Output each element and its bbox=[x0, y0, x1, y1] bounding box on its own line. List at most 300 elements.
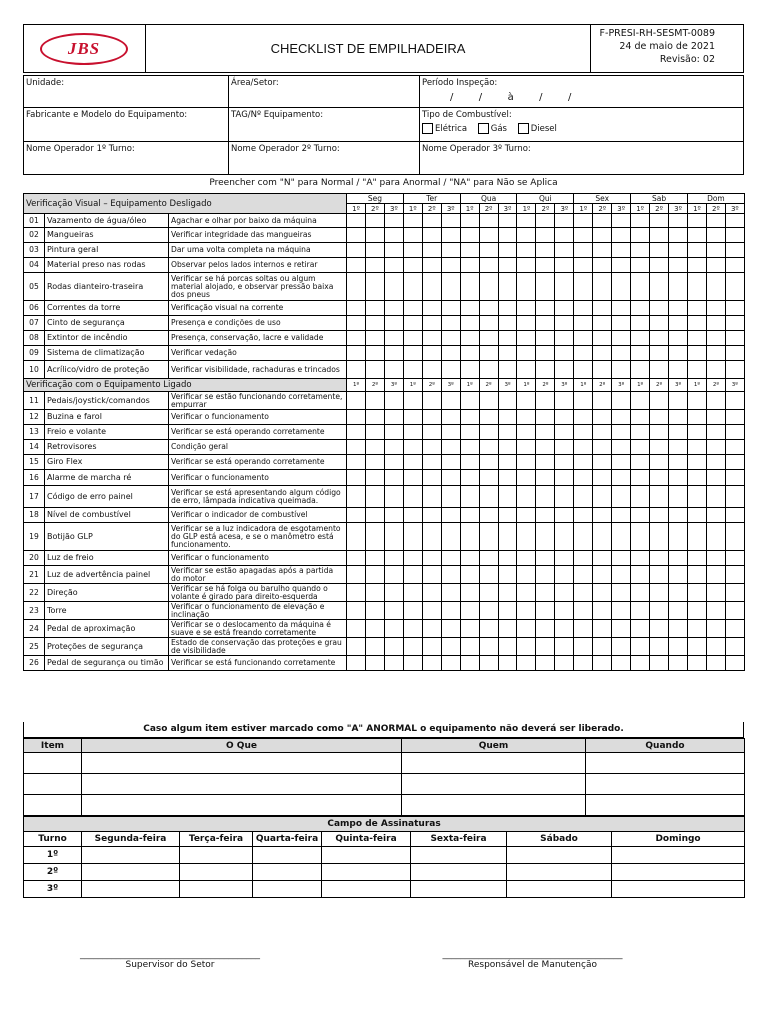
check-cell[interactable] bbox=[460, 331, 479, 346]
check-cell[interactable] bbox=[555, 440, 574, 455]
check-cell[interactable] bbox=[669, 602, 688, 620]
check-cell[interactable] bbox=[669, 523, 688, 551]
check-cell[interactable] bbox=[347, 301, 366, 316]
check-cell[interactable] bbox=[536, 214, 555, 228]
check-cell[interactable] bbox=[403, 410, 422, 425]
check-cell[interactable] bbox=[460, 361, 479, 379]
check-cell[interactable] bbox=[631, 425, 650, 440]
check-cell[interactable] bbox=[555, 316, 574, 331]
check-cell[interactable] bbox=[422, 228, 441, 243]
check-cell[interactable] bbox=[479, 470, 498, 486]
check-cell[interactable] bbox=[517, 392, 536, 410]
check-cell[interactable] bbox=[422, 508, 441, 523]
check-cell[interactable] bbox=[574, 602, 593, 620]
check-cell[interactable] bbox=[347, 228, 366, 243]
check-cell[interactable] bbox=[536, 392, 555, 410]
check-cell[interactable] bbox=[574, 301, 593, 316]
check-cell[interactable] bbox=[460, 410, 479, 425]
check-cell[interactable] bbox=[384, 243, 403, 258]
check-cell[interactable] bbox=[498, 656, 517, 671]
check-cell[interactable] bbox=[536, 602, 555, 620]
check-cell[interactable] bbox=[422, 455, 441, 470]
check-cell[interactable] bbox=[517, 470, 536, 486]
check-cell[interactable] bbox=[687, 392, 706, 410]
check-cell[interactable] bbox=[441, 214, 460, 228]
check-cell[interactable] bbox=[347, 273, 366, 301]
check-cell[interactable] bbox=[460, 566, 479, 584]
check-cell[interactable] bbox=[706, 301, 725, 316]
check-cell[interactable] bbox=[593, 243, 612, 258]
check-cell[interactable] bbox=[347, 392, 366, 410]
check-cell[interactable] bbox=[479, 486, 498, 508]
check-cell[interactable] bbox=[725, 214, 744, 228]
check-cell[interactable] bbox=[460, 301, 479, 316]
check-cell[interactable] bbox=[479, 425, 498, 440]
check-cell[interactable] bbox=[650, 410, 669, 425]
check-cell[interactable] bbox=[593, 258, 612, 273]
check-cell[interactable] bbox=[422, 361, 441, 379]
check-cell[interactable] bbox=[365, 523, 384, 551]
check-cell[interactable] bbox=[650, 346, 669, 361]
check-cell[interactable] bbox=[384, 425, 403, 440]
check-cell[interactable] bbox=[706, 273, 725, 301]
check-cell[interactable] bbox=[536, 316, 555, 331]
check-cell[interactable] bbox=[669, 392, 688, 410]
check-cell[interactable] bbox=[725, 228, 744, 243]
check-cell[interactable] bbox=[706, 410, 725, 425]
check-cell[interactable] bbox=[687, 228, 706, 243]
check-cell[interactable] bbox=[422, 410, 441, 425]
check-cell[interactable] bbox=[631, 551, 650, 566]
check-cell[interactable] bbox=[403, 361, 422, 379]
check-cell[interactable] bbox=[517, 486, 536, 508]
action-cell[interactable] bbox=[24, 774, 82, 795]
check-cell[interactable] bbox=[365, 656, 384, 671]
check-cell[interactable] bbox=[612, 551, 631, 566]
check-cell[interactable] bbox=[422, 551, 441, 566]
check-cell[interactable] bbox=[460, 602, 479, 620]
check-cell[interactable] bbox=[460, 620, 479, 638]
check-cell[interactable] bbox=[725, 346, 744, 361]
check-cell[interactable] bbox=[384, 551, 403, 566]
check-cell[interactable] bbox=[650, 425, 669, 440]
check-cell[interactable] bbox=[403, 602, 422, 620]
check-cell[interactable] bbox=[650, 584, 669, 602]
check-cell[interactable] bbox=[536, 410, 555, 425]
check-cell[interactable] bbox=[422, 258, 441, 273]
check-cell[interactable] bbox=[498, 440, 517, 455]
check-cell[interactable] bbox=[460, 392, 479, 410]
check-cell[interactable] bbox=[650, 392, 669, 410]
signature-cell[interactable] bbox=[322, 864, 411, 881]
check-cell[interactable] bbox=[384, 486, 403, 508]
check-cell[interactable] bbox=[574, 228, 593, 243]
check-cell[interactable] bbox=[574, 508, 593, 523]
check-cell[interactable] bbox=[725, 523, 744, 551]
check-cell[interactable] bbox=[441, 331, 460, 346]
check-cell[interactable] bbox=[384, 470, 403, 486]
check-cell[interactable] bbox=[536, 425, 555, 440]
check-cell[interactable] bbox=[593, 470, 612, 486]
check-cell[interactable] bbox=[347, 425, 366, 440]
check-cell[interactable] bbox=[687, 638, 706, 656]
check-cell[interactable] bbox=[687, 486, 706, 508]
check-cell[interactable] bbox=[706, 346, 725, 361]
check-cell[interactable] bbox=[479, 523, 498, 551]
check-cell[interactable] bbox=[422, 566, 441, 584]
check-cell[interactable] bbox=[612, 440, 631, 455]
check-cell[interactable] bbox=[365, 508, 384, 523]
check-cell[interactable] bbox=[517, 440, 536, 455]
check-cell[interactable] bbox=[669, 566, 688, 584]
check-cell[interactable] bbox=[422, 392, 441, 410]
check-cell[interactable] bbox=[460, 508, 479, 523]
check-cell[interactable] bbox=[669, 656, 688, 671]
check-cell[interactable] bbox=[706, 440, 725, 455]
check-cell[interactable] bbox=[650, 273, 669, 301]
check-cell[interactable] bbox=[650, 508, 669, 523]
check-cell[interactable] bbox=[631, 566, 650, 584]
check-cell[interactable] bbox=[403, 243, 422, 258]
check-cell[interactable] bbox=[555, 301, 574, 316]
check-cell[interactable] bbox=[593, 455, 612, 470]
check-cell[interactable] bbox=[631, 486, 650, 508]
check-cell[interactable] bbox=[706, 392, 725, 410]
check-cell[interactable] bbox=[536, 361, 555, 379]
check-cell[interactable] bbox=[460, 470, 479, 486]
check-cell[interactable] bbox=[365, 392, 384, 410]
signature-cell[interactable] bbox=[411, 864, 507, 881]
action-cell[interactable] bbox=[24, 795, 82, 816]
check-cell[interactable] bbox=[631, 620, 650, 638]
check-cell[interactable] bbox=[574, 316, 593, 331]
check-cell[interactable] bbox=[517, 602, 536, 620]
check-cell[interactable] bbox=[441, 602, 460, 620]
check-cell[interactable] bbox=[687, 470, 706, 486]
check-cell[interactable] bbox=[422, 638, 441, 656]
action-cell[interactable] bbox=[586, 774, 745, 795]
check-cell[interactable] bbox=[347, 316, 366, 331]
check-cell[interactable] bbox=[517, 273, 536, 301]
check-cell[interactable] bbox=[650, 301, 669, 316]
check-cell[interactable] bbox=[706, 361, 725, 379]
check-cell[interactable] bbox=[631, 258, 650, 273]
check-cell[interactable] bbox=[365, 301, 384, 316]
check-cell[interactable] bbox=[498, 214, 517, 228]
check-cell[interactable] bbox=[706, 316, 725, 331]
check-cell[interactable] bbox=[612, 258, 631, 273]
check-cell[interactable] bbox=[612, 301, 631, 316]
check-cell[interactable] bbox=[687, 346, 706, 361]
check-cell[interactable] bbox=[555, 486, 574, 508]
check-cell[interactable] bbox=[555, 584, 574, 602]
check-cell[interactable] bbox=[384, 566, 403, 584]
check-cell[interactable] bbox=[612, 566, 631, 584]
check-cell[interactable] bbox=[650, 638, 669, 656]
check-cell[interactable] bbox=[384, 440, 403, 455]
check-cell[interactable] bbox=[669, 228, 688, 243]
check-cell[interactable] bbox=[593, 214, 612, 228]
check-cell[interactable] bbox=[650, 486, 669, 508]
check-cell[interactable] bbox=[517, 523, 536, 551]
check-cell[interactable] bbox=[555, 410, 574, 425]
check-cell[interactable] bbox=[347, 361, 366, 379]
check-cell[interactable] bbox=[347, 584, 366, 602]
check-cell[interactable] bbox=[347, 331, 366, 346]
check-cell[interactable] bbox=[555, 551, 574, 566]
check-cell[interactable] bbox=[498, 425, 517, 440]
check-cell[interactable] bbox=[555, 258, 574, 273]
signature-cell[interactable] bbox=[411, 847, 507, 864]
check-cell[interactable] bbox=[687, 331, 706, 346]
check-cell[interactable] bbox=[403, 258, 422, 273]
check-cell[interactable] bbox=[384, 316, 403, 331]
check-cell[interactable] bbox=[498, 273, 517, 301]
check-cell[interactable] bbox=[479, 551, 498, 566]
check-cell[interactable] bbox=[725, 455, 744, 470]
check-cell[interactable] bbox=[574, 455, 593, 470]
check-cell[interactable] bbox=[498, 551, 517, 566]
area-field[interactable] bbox=[229, 76, 420, 108]
check-cell[interactable] bbox=[574, 656, 593, 671]
check-cell[interactable] bbox=[536, 486, 555, 508]
check-cell[interactable] bbox=[479, 508, 498, 523]
check-cell[interactable] bbox=[593, 656, 612, 671]
check-cell[interactable] bbox=[725, 361, 744, 379]
check-cell[interactable] bbox=[403, 273, 422, 301]
check-cell[interactable] bbox=[669, 316, 688, 331]
check-cell[interactable] bbox=[725, 440, 744, 455]
check-cell[interactable] bbox=[593, 602, 612, 620]
check-cell[interactable] bbox=[517, 214, 536, 228]
check-cell[interactable] bbox=[669, 331, 688, 346]
check-cell[interactable] bbox=[612, 638, 631, 656]
check-cell[interactable] bbox=[384, 602, 403, 620]
check-cell[interactable] bbox=[612, 273, 631, 301]
check-cell[interactable] bbox=[706, 566, 725, 584]
check-cell[interactable] bbox=[403, 486, 422, 508]
check-cell[interactable] bbox=[479, 361, 498, 379]
check-cell[interactable] bbox=[593, 331, 612, 346]
operador1-field[interactable] bbox=[24, 142, 229, 174]
check-cell[interactable] bbox=[479, 331, 498, 346]
check-cell[interactable] bbox=[687, 361, 706, 379]
check-cell[interactable] bbox=[725, 486, 744, 508]
check-cell[interactable] bbox=[441, 620, 460, 638]
check-cell[interactable] bbox=[347, 440, 366, 455]
eletrica-checkbox[interactable] bbox=[422, 123, 433, 134]
check-cell[interactable] bbox=[574, 566, 593, 584]
check-cell[interactable] bbox=[631, 584, 650, 602]
check-cell[interactable] bbox=[687, 620, 706, 638]
check-cell[interactable] bbox=[384, 361, 403, 379]
check-cell[interactable] bbox=[384, 410, 403, 425]
check-cell[interactable] bbox=[725, 638, 744, 656]
check-cell[interactable] bbox=[536, 523, 555, 551]
check-cell[interactable] bbox=[403, 620, 422, 638]
check-cell[interactable] bbox=[403, 523, 422, 551]
check-cell[interactable] bbox=[725, 508, 744, 523]
check-cell[interactable] bbox=[347, 551, 366, 566]
check-cell[interactable] bbox=[460, 656, 479, 671]
check-cell[interactable] bbox=[725, 656, 744, 671]
action-cell[interactable] bbox=[586, 753, 745, 774]
check-cell[interactable] bbox=[555, 523, 574, 551]
check-cell[interactable] bbox=[517, 361, 536, 379]
check-cell[interactable] bbox=[593, 620, 612, 638]
check-cell[interactable] bbox=[441, 470, 460, 486]
check-cell[interactable] bbox=[536, 346, 555, 361]
check-cell[interactable] bbox=[612, 620, 631, 638]
check-cell[interactable] bbox=[441, 273, 460, 301]
check-cell[interactable] bbox=[725, 243, 744, 258]
check-cell[interactable] bbox=[650, 258, 669, 273]
check-cell[interactable] bbox=[498, 566, 517, 584]
check-cell[interactable] bbox=[593, 410, 612, 425]
check-cell[interactable] bbox=[612, 228, 631, 243]
gas-checkbox[interactable] bbox=[478, 123, 489, 134]
check-cell[interactable] bbox=[555, 346, 574, 361]
check-cell[interactable] bbox=[631, 214, 650, 228]
check-cell[interactable] bbox=[574, 638, 593, 656]
action-cell[interactable] bbox=[82, 795, 402, 816]
check-cell[interactable] bbox=[403, 470, 422, 486]
check-cell[interactable] bbox=[555, 243, 574, 258]
check-cell[interactable] bbox=[593, 551, 612, 566]
check-cell[interactable] bbox=[441, 228, 460, 243]
check-cell[interactable] bbox=[725, 273, 744, 301]
check-cell[interactable] bbox=[441, 551, 460, 566]
check-cell[interactable] bbox=[422, 214, 441, 228]
check-cell[interactable] bbox=[650, 566, 669, 584]
check-cell[interactable] bbox=[725, 584, 744, 602]
check-cell[interactable] bbox=[706, 455, 725, 470]
check-cell[interactable] bbox=[441, 508, 460, 523]
check-cell[interactable] bbox=[460, 551, 479, 566]
check-cell[interactable] bbox=[669, 486, 688, 508]
check-cell[interactable] bbox=[631, 440, 650, 455]
check-cell[interactable] bbox=[441, 392, 460, 410]
check-cell[interactable] bbox=[631, 331, 650, 346]
check-cell[interactable] bbox=[687, 273, 706, 301]
check-cell[interactable] bbox=[403, 228, 422, 243]
check-cell[interactable] bbox=[498, 301, 517, 316]
check-cell[interactable] bbox=[593, 228, 612, 243]
check-cell[interactable] bbox=[725, 566, 744, 584]
check-cell[interactable] bbox=[593, 638, 612, 656]
signature-cell[interactable] bbox=[253, 847, 322, 864]
check-cell[interactable] bbox=[498, 523, 517, 551]
check-cell[interactable] bbox=[460, 455, 479, 470]
check-cell[interactable] bbox=[441, 455, 460, 470]
check-cell[interactable] bbox=[347, 410, 366, 425]
check-cell[interactable] bbox=[650, 455, 669, 470]
check-cell[interactable] bbox=[687, 425, 706, 440]
check-cell[interactable] bbox=[555, 331, 574, 346]
signature-cell[interactable] bbox=[82, 847, 180, 864]
check-cell[interactable] bbox=[593, 301, 612, 316]
check-cell[interactable] bbox=[460, 486, 479, 508]
check-cell[interactable] bbox=[612, 425, 631, 440]
check-cell[interactable] bbox=[479, 602, 498, 620]
check-cell[interactable] bbox=[460, 316, 479, 331]
check-cell[interactable] bbox=[403, 331, 422, 346]
check-cell[interactable] bbox=[687, 566, 706, 584]
check-cell[interactable] bbox=[536, 455, 555, 470]
check-cell[interactable] bbox=[403, 455, 422, 470]
check-cell[interactable] bbox=[612, 361, 631, 379]
check-cell[interactable] bbox=[706, 486, 725, 508]
check-cell[interactable] bbox=[498, 361, 517, 379]
check-cell[interactable] bbox=[365, 331, 384, 346]
signature-cell[interactable] bbox=[180, 881, 253, 898]
check-cell[interactable] bbox=[612, 243, 631, 258]
check-cell[interactable] bbox=[498, 584, 517, 602]
check-cell[interactable] bbox=[441, 258, 460, 273]
check-cell[interactable] bbox=[536, 656, 555, 671]
check-cell[interactable] bbox=[706, 214, 725, 228]
check-cell[interactable] bbox=[706, 258, 725, 273]
check-cell[interactable] bbox=[612, 656, 631, 671]
check-cell[interactable] bbox=[498, 638, 517, 656]
check-cell[interactable] bbox=[479, 214, 498, 228]
check-cell[interactable] bbox=[706, 470, 725, 486]
check-cell[interactable] bbox=[365, 243, 384, 258]
tag-field[interactable] bbox=[229, 108, 420, 142]
check-cell[interactable] bbox=[347, 620, 366, 638]
check-cell[interactable] bbox=[706, 508, 725, 523]
check-cell[interactable] bbox=[422, 602, 441, 620]
check-cell[interactable] bbox=[555, 273, 574, 301]
action-cell[interactable] bbox=[402, 774, 586, 795]
check-cell[interactable] bbox=[687, 551, 706, 566]
signature-cell[interactable] bbox=[180, 864, 253, 881]
check-cell[interactable] bbox=[441, 584, 460, 602]
check-cell[interactable] bbox=[555, 455, 574, 470]
check-cell[interactable] bbox=[612, 214, 631, 228]
check-cell[interactable] bbox=[631, 638, 650, 656]
check-cell[interactable] bbox=[555, 425, 574, 440]
check-cell[interactable] bbox=[347, 508, 366, 523]
check-cell[interactable] bbox=[631, 346, 650, 361]
diesel-checkbox[interactable] bbox=[518, 123, 529, 134]
check-cell[interactable] bbox=[669, 273, 688, 301]
check-cell[interactable] bbox=[631, 301, 650, 316]
check-cell[interactable] bbox=[347, 638, 366, 656]
check-cell[interactable] bbox=[479, 228, 498, 243]
check-cell[interactable] bbox=[365, 410, 384, 425]
check-cell[interactable] bbox=[479, 584, 498, 602]
check-cell[interactable] bbox=[536, 566, 555, 584]
check-cell[interactable] bbox=[460, 425, 479, 440]
check-cell[interactable] bbox=[441, 316, 460, 331]
check-cell[interactable] bbox=[725, 331, 744, 346]
unidade-field[interactable] bbox=[24, 76, 229, 108]
check-cell[interactable] bbox=[574, 243, 593, 258]
check-cell[interactable] bbox=[687, 258, 706, 273]
check-cell[interactable] bbox=[460, 214, 479, 228]
check-cell[interactable] bbox=[460, 584, 479, 602]
check-cell[interactable] bbox=[669, 470, 688, 486]
check-cell[interactable] bbox=[706, 656, 725, 671]
check-cell[interactable] bbox=[384, 584, 403, 602]
check-cell[interactable] bbox=[593, 425, 612, 440]
check-cell[interactable] bbox=[460, 273, 479, 301]
check-cell[interactable] bbox=[403, 551, 422, 566]
check-cell[interactable] bbox=[441, 638, 460, 656]
check-cell[interactable] bbox=[365, 602, 384, 620]
check-cell[interactable] bbox=[441, 566, 460, 584]
